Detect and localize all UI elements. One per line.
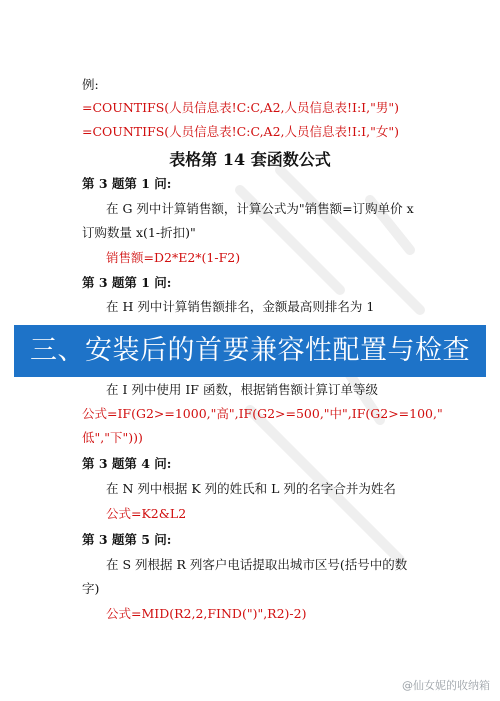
question-text-4: 在 N 列中根据 K 列的姓氏和 L 列的名字合并为姓名: [106, 481, 396, 496]
question-text-1a: 在 G 列中计算销售额，计算公式为"销售额=订购单价 x: [106, 201, 414, 216]
overlay-banner: 三、安装后的首要兼容性配置与检查: [14, 325, 486, 377]
question-heading-2: 第 3 题第 1 问:: [82, 275, 172, 290]
question-text-3: 在 I 列中使用 IF 函数，根据销售额计算订单等级: [106, 382, 378, 397]
formula-if-1: 公式=IF(G2>=1000,"高",IF(G2>=500,"中",IF(G2>=100,": [82, 406, 443, 421]
question-heading-4: 第 3 题第 4 问:: [82, 456, 172, 471]
formula-female: =COUNTIFS(人员信息表!C:C,A2,人员信息表!I:I,"女"): [82, 124, 399, 139]
formula-mid: 公式=MID(R2,2,FIND(")",R2)-2): [106, 606, 307, 621]
question-heading-5: 第 3 题第 5 问:: [82, 532, 172, 547]
formula-sales: 销售额=D2*E2*(1-F2): [106, 250, 241, 265]
formula-if-2: 低","下"))): [82, 430, 143, 445]
formula-concat: 公式=K2&L2: [106, 506, 187, 521]
question-text-1b: 订购数量 x(1-折扣)": [82, 225, 196, 240]
question-text-5b: 字): [82, 581, 100, 596]
section-title: 表格第 14 套函数公式: [169, 150, 331, 169]
question-text-5a: 在 S 列根据 R 列客户电话提取出城市区号(括号中的数: [106, 557, 408, 572]
example-label: 例:: [82, 77, 99, 92]
formula-male: =COUNTIFS(人员信息表!C:C,A2,人员信息表!I:I,"男"): [82, 100, 399, 115]
question-text-2: 在 H 列中计算销售额排名，金额最高则排名为 1: [106, 299, 375, 314]
footer-watermark: @仙女妮的收纳箱: [402, 679, 490, 692]
question-heading-1: 第 3 题第 1 问:: [82, 176, 172, 191]
